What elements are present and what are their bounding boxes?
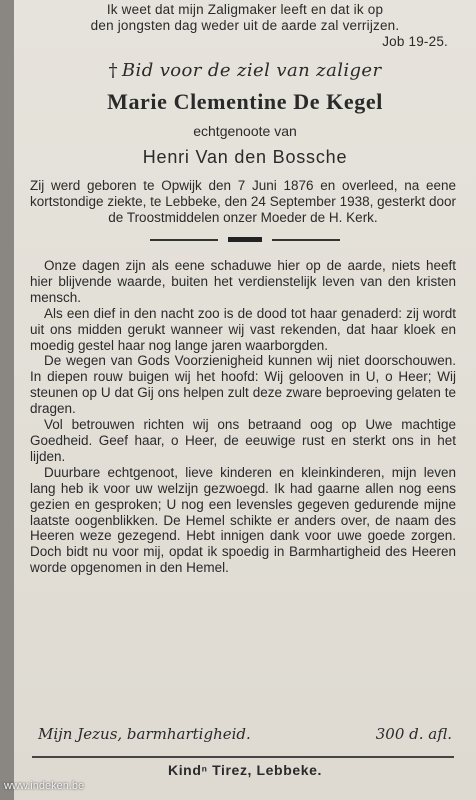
ornamental-divider [150,236,340,244]
quote-reference: Job 19-25. [382,34,448,49]
deceased-name: Marie Clementine De Kegel [107,89,383,114]
quote-line-2: den jongsten dag weder uit de aarde zal verrijzen. [90,18,400,33]
scripture-quote [14,0,476,50]
prayer-heading: Bid voor de ziel van zaliger [121,60,382,81]
paragraph: Duurbare echtgenoot, lieve kinderen en kleinkinderen, mijn leven lang heb ik voor uw welzijn gezwoegd. Ik had gaarne allen nog eens gezien en gesproken; U nog een levensles gegeven gedurende mijne laatste oogenblikken. De Hemel schikte er anders over, de naam des Heeren weze gezegend. Hebt innigen dank voor uwe goede zorgen. Doch bidt nu voor mij, opdat ik spoedig in Barmhartigheid des Heeren worde opgenomen in den Hemel. [30,464,456,576]
watermark-link[interactable]: www.indeken.be [4,780,85,792]
paragraph: Vol betrouwen richten wij ons betraand oog op Uwe machtige Goedheid. Geef haar, o Heer, de eeuwige rust en sterkt ons in het lijden. [30,417,456,464]
closing-row [38,725,452,743]
paragraph: Als een dief in den nacht zoo is de dood tot haar genaderd: zij wordt uit ons midden gerukt wanneer wij vast rekenden, dat haar kloek en moedig gestel haar nog lange jaren waarborgden. [30,305,456,353]
quote-line-1: Ik weet dat mijn Zaligmaker leeft en dat ik op [106,2,384,17]
cross-icon: † [108,60,118,81]
spouse-name: Henri Van den Bossche [142,147,348,167]
paragraph: Onze dagen zijn als eene schaduwe hier op de aarde, niets heeft hier blijvende waarde, buiten het verdienstelijk leven van den kristen mensch. [30,258,456,305]
paragraph: De wegen van Gods Voorzienigheid kunnen wij niet doorschouwen. In diepen rouw buigen wij het hoofd: Wij gelooven in U, o Heer; Wij steunen op U dat Gij ons helpen zult deze zware beproeving gelaten te dragen. [30,353,456,417]
printer-credit: Kindⁿ Tirez, Lebbeke. [167,762,323,778]
memorial-text [30,258,456,576]
prayer-heading-row [14,60,476,81]
closing-prayer: Mijn Jezus, barmhartigheid. [38,725,251,743]
memorial-card [14,0,476,800]
spouse-label: echtgenoote van [193,123,297,139]
indulgence-note: 300 d. afl. [375,725,452,743]
biography: Zij werd geboren te Opwijk den 7 Juni 1876 en overleed, na eene kortstondige ziekte, te Lebbeke, den 24 September 1938, gesterkt door de Troostmiddelen onzer Moeder de H. Kerk. [30,178,456,225]
footer-rule [32,756,454,758]
